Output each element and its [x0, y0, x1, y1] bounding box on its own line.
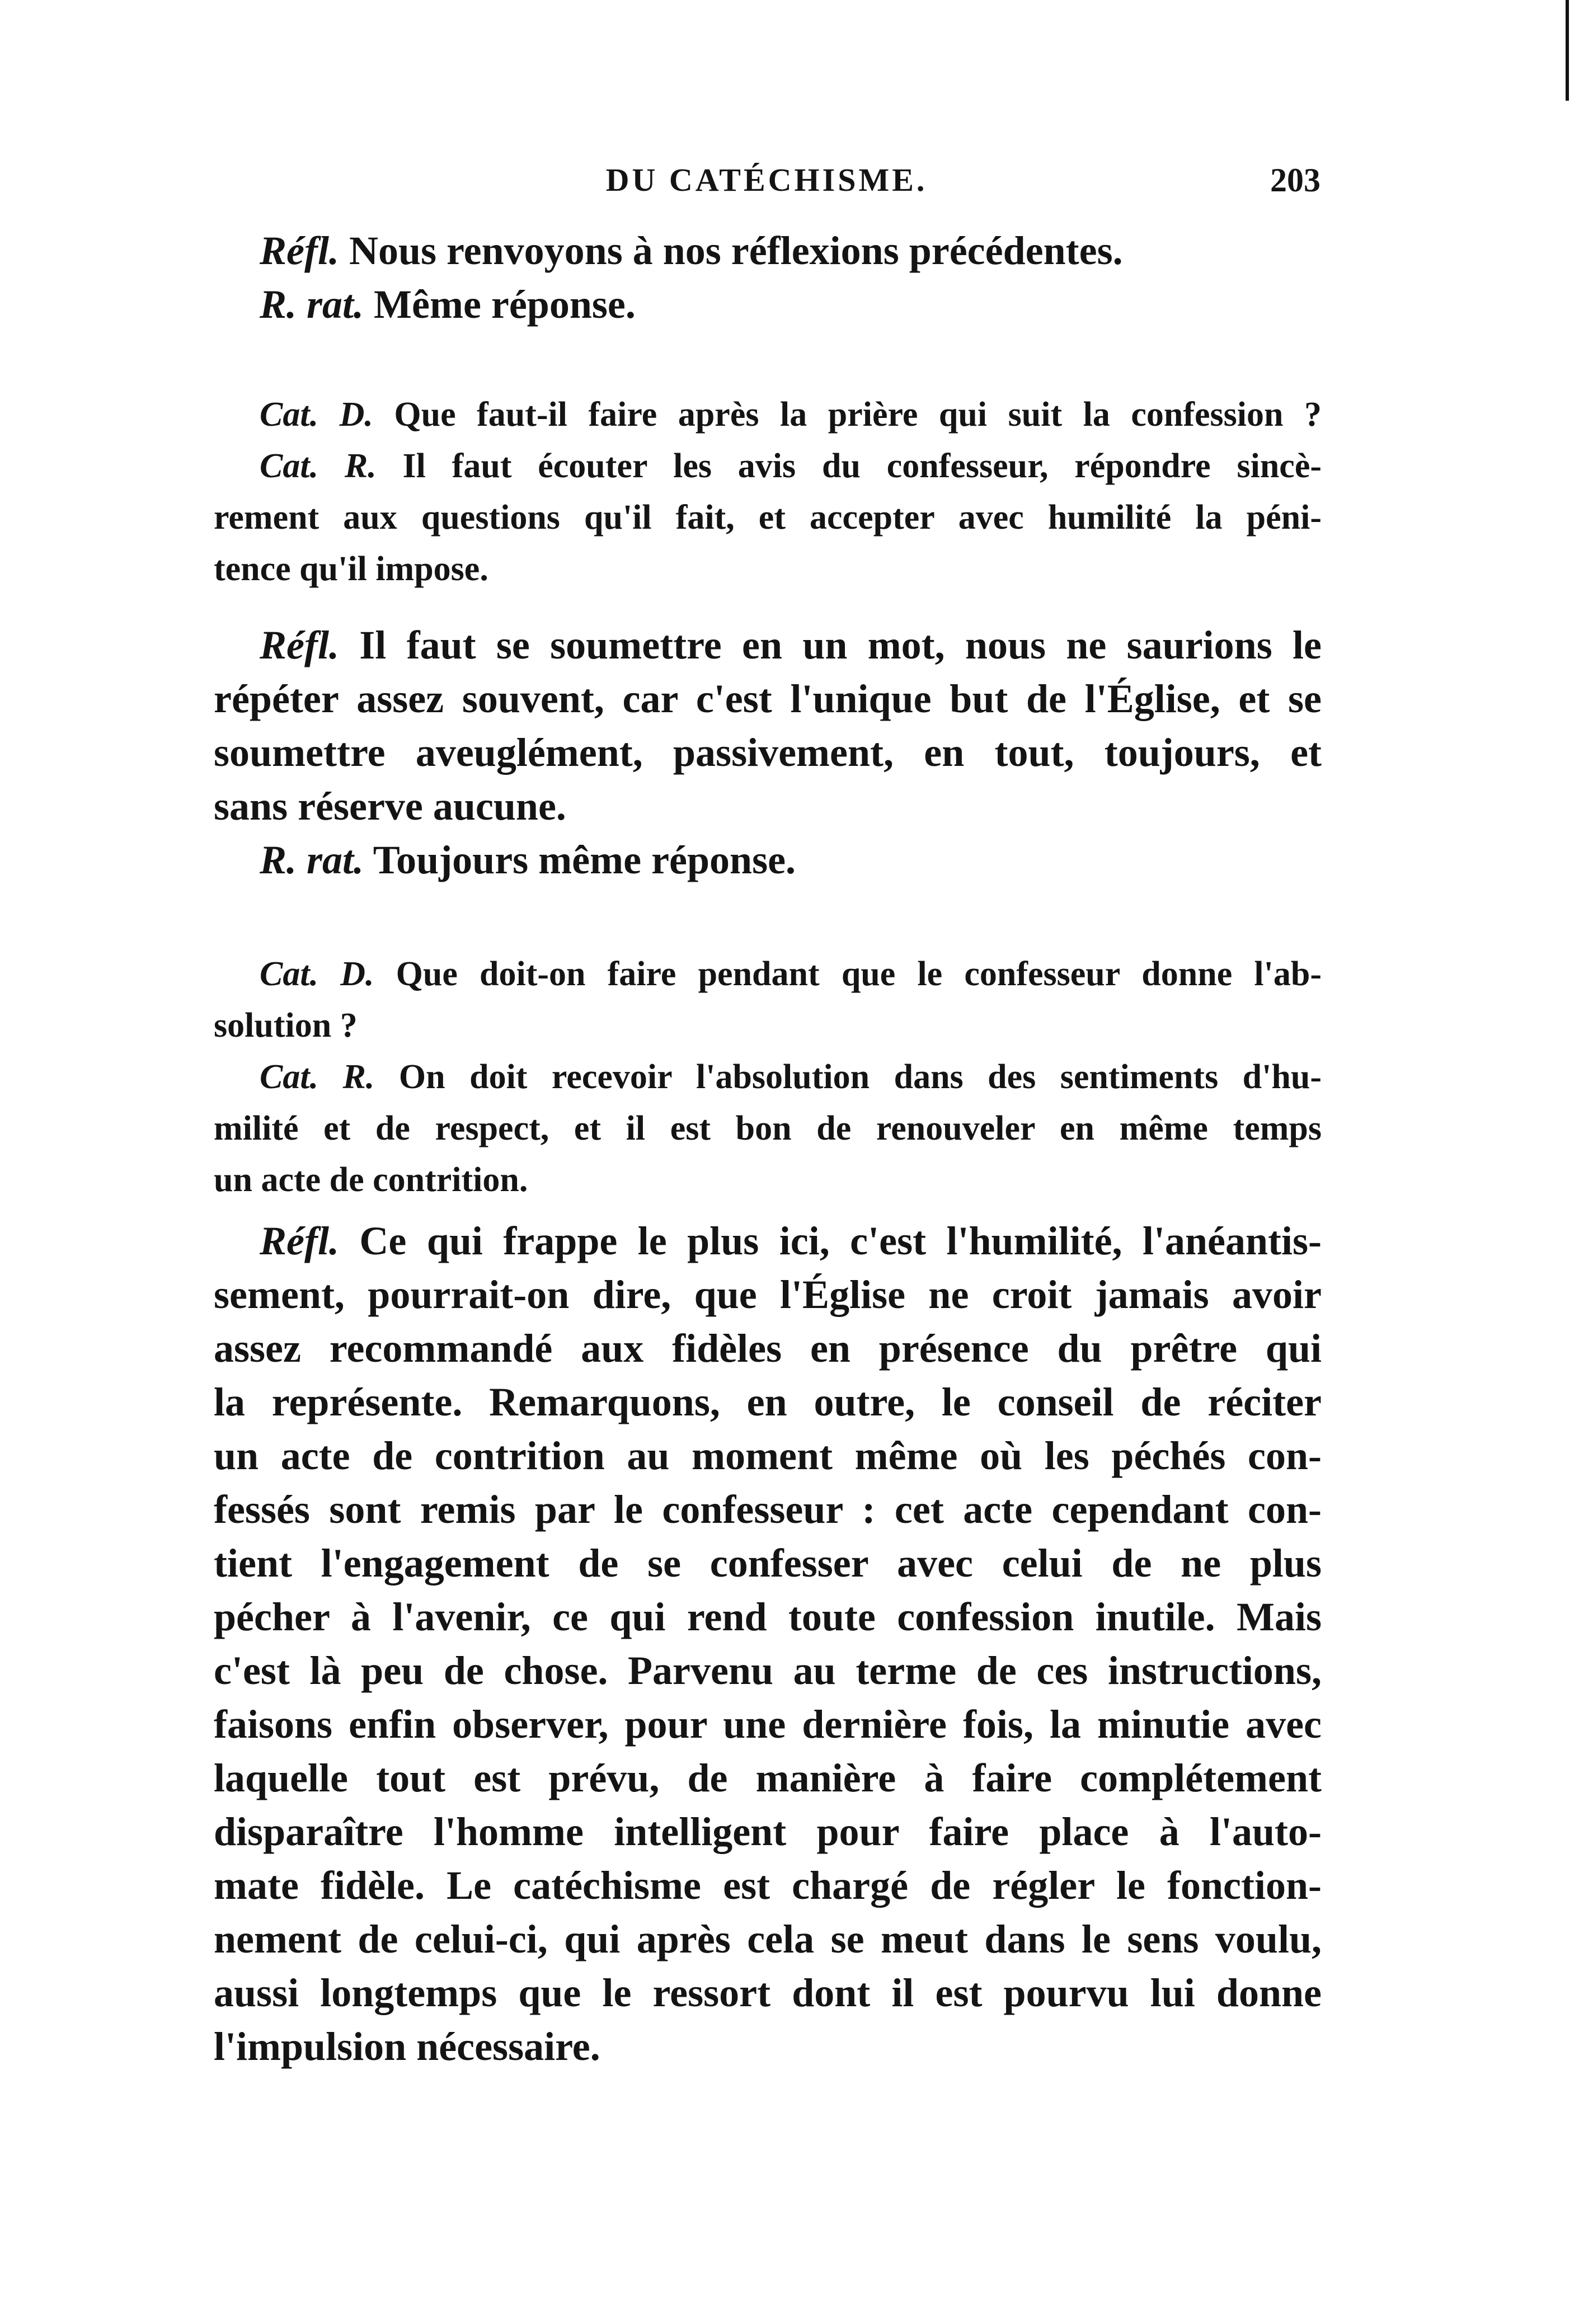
reflection-paragraph-1	[214, 224, 1322, 331]
line-text: On doit recevoir l'absolution dans des sentiments d'hu-	[374, 1058, 1322, 1096]
reflection-paragraph-3	[214, 1214, 1322, 2073]
page-edge-line	[1566, 0, 1569, 101]
line-text: Il faut écouter les avis du confesseur, répondre sincè-	[376, 447, 1322, 485]
text-line: soumettre aveuglément, passivement, en tout, toujours, et	[214, 730, 1322, 775]
line-text: Nous renvoyons à nos réflexions précédentes.	[339, 228, 1123, 273]
speaker-label: Cat. D.	[260, 396, 373, 434]
text-line: nement de celui-ci, qui après cela se meut dans le sens voulu,	[214, 1917, 1322, 1961]
text-line: un acte de contrition au moment même où les péchés con-	[214, 1433, 1322, 1478]
text-line: sement, pourrait-on dire, que l'Église ne croit jamais avoir	[214, 1272, 1322, 1317]
text-line: tient l'engagement de se confesser avec celui de ne plus	[214, 1541, 1322, 1586]
text-line: c'est là peu de chose. Parvenu au terme de ces instructions,	[214, 1648, 1322, 1693]
running-header	[213, 161, 1320, 206]
text-line: assez recommandé aux fidèles en présence du prêtre qui	[214, 1326, 1322, 1371]
text-line: la représente. Remarquons, en outre, le conseil de réciter	[214, 1380, 1322, 1424]
text-line: laquelle tout est prévu, de manière à faire complétement	[214, 1756, 1322, 1800]
catechism-question-2	[214, 948, 1322, 1206]
speaker-label: Réfl.	[260, 623, 339, 667]
text-line: milité et de respect, et il est bon de renouveler en même temps	[214, 1109, 1322, 1147]
text-line: rement aux questions qu'il fait, et accepter avec humilité la péni-	[214, 498, 1322, 537]
speaker-label: R. rat.	[260, 838, 364, 882]
running-title: DU CATÉCHISME.	[605, 162, 928, 198]
text-line: faisons enfin observer, pour une dernière fois, la minutie avec	[214, 1702, 1322, 1747]
line-text: Que faut-il faire après la prière qui suit la confession ?	[373, 396, 1322, 434]
text-line: disparaître l'homme intelligent pour faire place à l'auto-	[214, 1809, 1322, 1854]
line-text: Toujours même réponse.	[364, 838, 796, 882]
text-line: tence qu'il impose.	[214, 550, 488, 588]
text-line: solution ?	[214, 1006, 358, 1045]
text-line: l'impulsion nécessaire.	[214, 2024, 600, 2069]
line-text: Même réponse.	[364, 282, 636, 327]
line-text: Que doit-on faire pendant que le confesseur donne l'ab-	[374, 955, 1322, 993]
text-line: répéter assez souvent, car c'est l'unique but de l'Église, et se	[214, 676, 1322, 721]
catechism-question-1	[214, 389, 1322, 595]
speaker-label: Cat. R.	[260, 1058, 375, 1096]
text-line: fessés sont remis par le confesseur : cet acte cependant con-	[214, 1487, 1322, 1532]
text-line	[214, 440, 1322, 492]
text-line: pécher à l'avenir, ce qui rend toute confession inutile. Mais	[214, 1594, 1322, 1639]
line-text: Il faut se soumettre en un mot, nous ne saurions le	[339, 623, 1322, 667]
text-line: un acte de contrition.	[214, 1161, 528, 1199]
text-line	[214, 833, 1322, 887]
text-line	[214, 277, 1322, 331]
speaker-label: Réfl.	[260, 228, 339, 273]
text-line	[214, 1214, 1322, 1268]
text-line: mate fidèle. Le catéchisme est chargé de régler le fonction-	[214, 1863, 1322, 1908]
page-number: 203	[1270, 162, 1320, 199]
text-line	[214, 389, 1322, 440]
text-line	[214, 224, 1322, 277]
speaker-label: R. rat.	[260, 282, 364, 327]
text-line: aussi longtemps que le ressort dont il est pourvu lui donne	[214, 1970, 1322, 2015]
speaker-label: Cat. R.	[260, 447, 377, 485]
text-line	[214, 948, 1322, 1000]
text-line	[214, 1051, 1322, 1103]
speaker-label: Cat. D.	[260, 955, 374, 993]
line-text: Ce qui frappe le plus ici, c'est l'humilité, l'anéantis-	[339, 1219, 1322, 1263]
text-line: sans réserve aucune.	[214, 784, 566, 829]
text-line	[214, 618, 1322, 672]
speaker-label: Réfl.	[260, 1219, 339, 1263]
reflection-paragraph-2	[214, 618, 1322, 887]
